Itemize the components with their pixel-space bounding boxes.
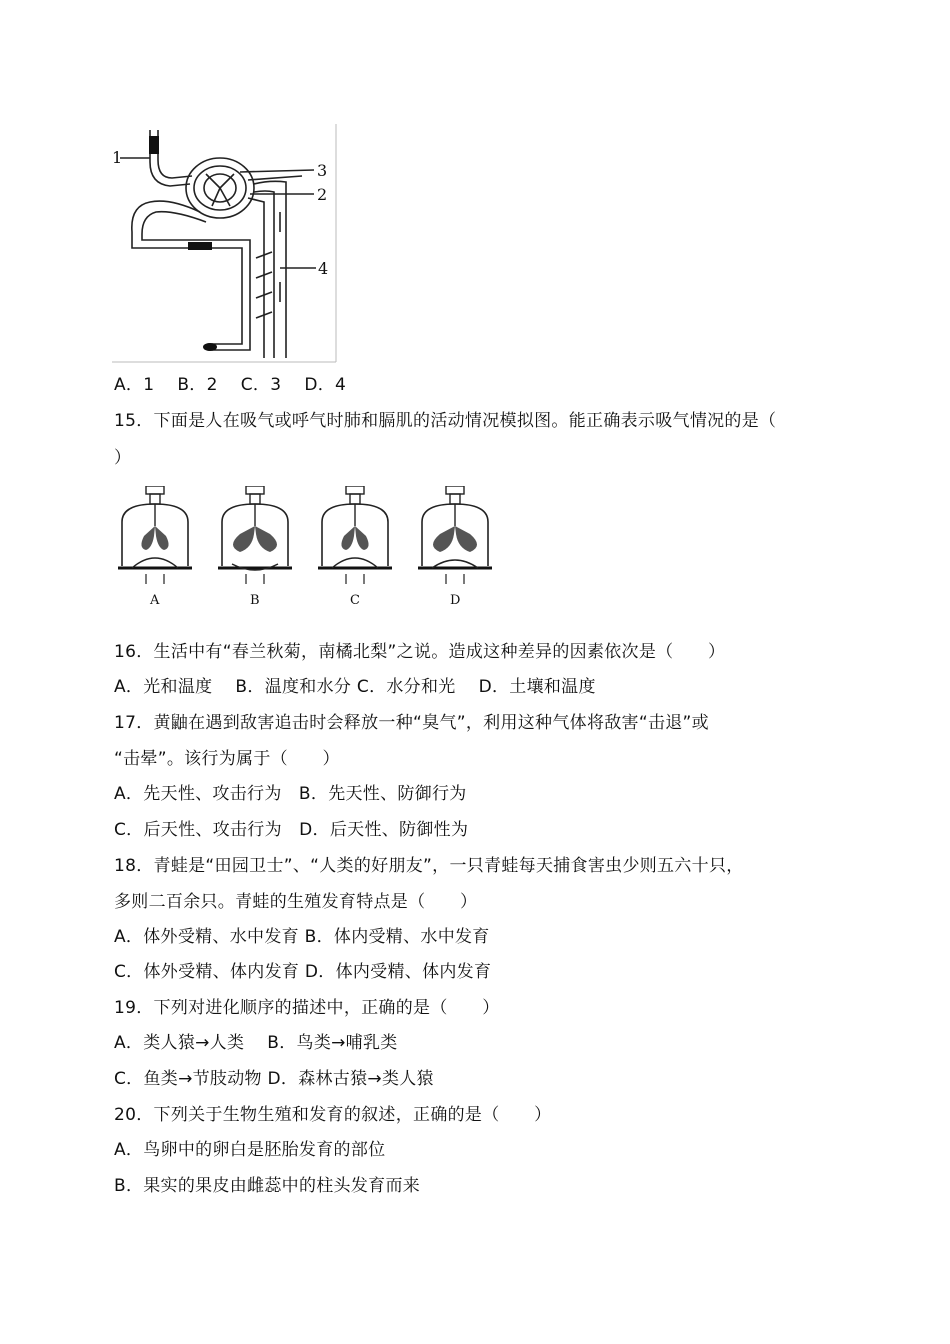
q20-option-b: B．果实的果皮由雌蕊中的柱头发育而来 [114, 1176, 421, 1196]
model-c [318, 486, 392, 608]
label-a: A [150, 593, 160, 608]
q20-option-a: A．鸟卵中的卵白是胚胎发育的部位 [114, 1140, 386, 1160]
q17-options-line2: C．后天性、攻击行为 D．后天性、防御性为 [114, 820, 469, 840]
q19-options-line2: C．鱼类→节肢动物 D．森林古猿→类人猿 [114, 1069, 434, 1089]
q18-options-line1: A．体外受精、水中发育 B．体内受精、水中发育 [114, 927, 490, 947]
q18-stem-line2: 多则二百余只。青蛙的生殖发育特点是（ ） [114, 892, 478, 912]
q18-stem-line1: 18．青蛙是“田园卫士”、“人类的好朋友”，一只青蛙每天捕食害虫少则五六十只， [114, 856, 744, 876]
model-b [218, 486, 292, 608]
label-c: C [350, 593, 360, 608]
q20-stem: 20．下列关于生物生殖和发育的叙述，正确的是（ ） [114, 1105, 552, 1125]
q19-stem: 19．下列对进化顺序的描述中，正确的是（ ） [114, 998, 500, 1018]
label-1: 1 [112, 148, 123, 167]
label-b: B [250, 593, 260, 608]
model-a [118, 486, 192, 608]
nephron-diagram [110, 122, 340, 364]
bell-jar-diagram [118, 486, 508, 612]
label-3: 3 [317, 161, 328, 180]
q15-stem-line2: ） [114, 448, 132, 468]
q18-options-line2: C．体外受精、体内发育 D．体内受精、体内发育 [114, 962, 492, 982]
q17-options-line1: A．先天性、攻击行为 B．先天性、防御行为 [114, 784, 467, 804]
q17-stem-line2: “击晕”。该行为属于（ ） [114, 749, 340, 769]
q16-stem: 16．生活中有“春兰秋菊，南橘北梨”之说。造成这种差异的因素依次是（ ） [114, 642, 726, 662]
label-d: D [450, 593, 461, 608]
q14-options: A．1 B．2 C．3 D．4 [114, 375, 347, 395]
q19-options-line1: A．类人猿→人类 B．鸟类→哺乳类 [114, 1033, 398, 1053]
q15-stem-line1: 15．下面是人在吸气或呼气时肺和膈肌的活动情况模拟图。能正确表示吸气情况的是（ [114, 411, 777, 431]
label-4: 4 [318, 259, 329, 278]
q17-stem-line1: 17．黄鼬在遇到敌害追击时会释放一种“臭气”，利用这种气体将敌害“击退”或 [114, 713, 709, 733]
model-d [418, 486, 492, 608]
q16-options: A．光和温度 B．温度和水分 C．水分和光 D．土壤和温度 [114, 677, 596, 697]
label-2: 2 [317, 185, 328, 204]
